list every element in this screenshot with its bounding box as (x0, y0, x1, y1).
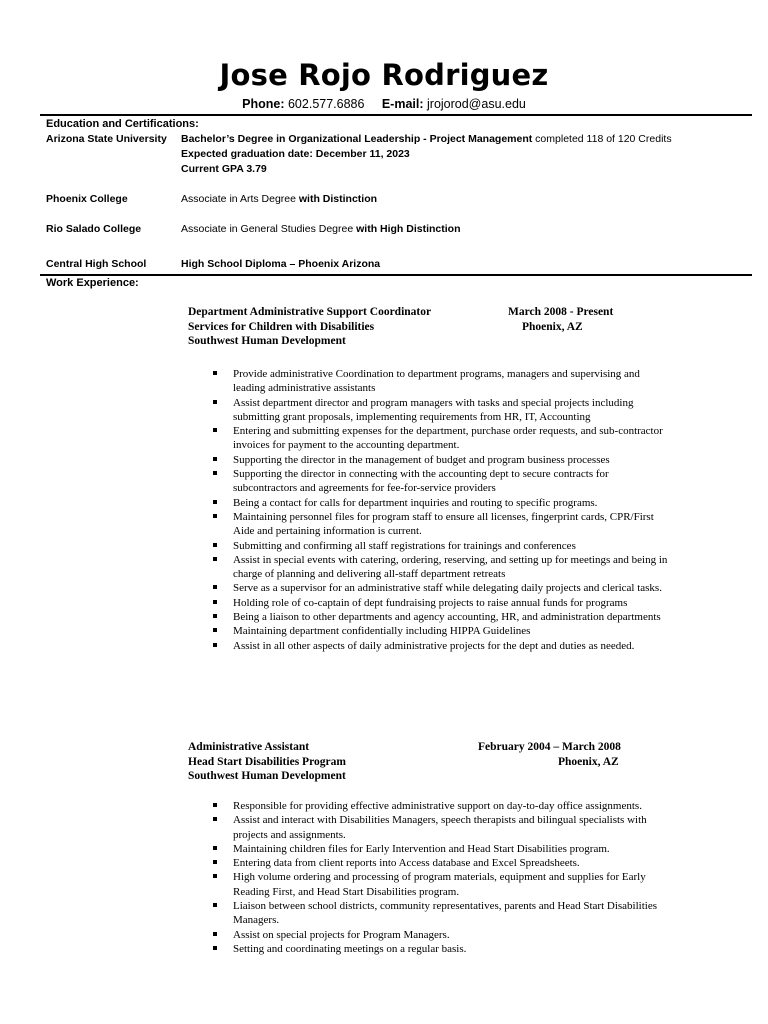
job1-location: Phoenix, AZ (522, 321, 583, 333)
job1-title: Department Administrative Support Coordinator (188, 306, 432, 318)
header-divider (40, 114, 752, 116)
job1-duties-list (213, 367, 673, 653)
duty-bullet: Assist and interact with Disabilities Managers, speech therapists and bilingual specialists with projects and assignments. (213, 813, 673, 842)
duty-bullet: Liaison between school districts, community representatives, parents and Head Start Disabilities Managers. (213, 899, 673, 928)
duty-bullet: Assist department director and program managers with tasks and special projects including submitting grant proposals, implementing requirements from HR, IT, Accounting (213, 396, 673, 425)
job2-header (188, 740, 346, 784)
duty-bullet: Assist in all other aspects of daily administrative projects for the dept and duties as needed. (213, 639, 673, 653)
phone-label: Phone: (242, 97, 285, 111)
duty-bullet: Responsible for providing effective administrative support on day-to-day office assignments. (213, 799, 673, 813)
duty-bullet: Supporting the director in connecting with the accounting dept to secure contracts for subcontractors and agreements for fee-for-service providers (213, 467, 673, 496)
job1-department: Services for Children with Disabilities (188, 320, 375, 333)
asu-credits: completed 118 of 120 Credits (532, 133, 672, 145)
job1-dates: March 2008 - Present (508, 306, 614, 318)
job2-dates: February 2004 – March 2008 (478, 741, 621, 753)
duty-bullet: Assist in special events with catering, ordering, reserving, and setting up for meetings and being in charge of planning and delivering all-staff department retreats (213, 553, 673, 582)
duty-bullet: Provide administrative Coordination to department programs, managers and supervising and leading administrative assistants (213, 367, 673, 396)
email-address: jrojorod@asu.edu (427, 97, 526, 111)
phoenix-honor: with Distinction (298, 193, 378, 205)
duty-bullet: Setting and coordinating meetings on a regular basis. (213, 942, 673, 956)
email-label: E-mail: (381, 97, 424, 111)
education-divider (40, 274, 752, 276)
duty-bullet: Submitting and confirming all staff registrations for trainings and conferences (213, 539, 673, 553)
job2-department: Head Start Disabilities Program (188, 755, 346, 768)
duty-bullet: Assist on special projects for Program Managers. (213, 928, 673, 942)
job2-location: Phoenix, AZ (558, 756, 619, 768)
contact-line (0, 97, 768, 111)
rio-honor: with High Distinction (356, 223, 461, 235)
phone-number: 602.577.6886 (287, 97, 365, 111)
duty-bullet: Maintaining personnel files for program staff to ensure all licenses, fingerprint cards, CPR/First Aide and pertaining information is current. (213, 510, 673, 539)
rio-degree (181, 222, 461, 237)
duty-bullet: Maintaining department confidentially including HIPPA Guidelines (213, 624, 673, 638)
school-central-high: Central High School (46, 258, 147, 270)
duty-bullet: Entering data from client reports into Access database and Excel Spreadsheets. (213, 856, 673, 870)
work-heading: Work Experience: (46, 277, 139, 289)
job2-title: Administrative Assistant (188, 741, 310, 753)
job2-organization: Southwest Human Development (188, 770, 346, 782)
phoenix-degree (181, 192, 377, 207)
job1-header (188, 305, 431, 349)
duty-bullet: Being a liaison to other departments and agency accounting, HR, and administration departments (213, 610, 673, 624)
job1-organization: Southwest Human Development (188, 335, 346, 347)
school-phoenix-college: Phoenix College (46, 193, 128, 205)
phoenix-degree-text: Associate in Arts Degree (181, 193, 299, 205)
duty-bullet: High volume ordering and processing of program materials, equipment and supplies for Early Reading First, and Head Start Disabilities program. (213, 870, 673, 899)
education-heading: Education and Certifications: (46, 118, 199, 130)
asu-graduation-date: Expected graduation date: December 11, 2023 (181, 148, 410, 160)
central-diploma: High School Diploma – Phoenix Arizona (181, 258, 381, 270)
school-rio-salado: Rio Salado College (46, 223, 142, 235)
school-asu: Arizona State University (46, 133, 167, 145)
asu-details (181, 132, 741, 177)
duty-bullet: Supporting the director in the management of budget and program business processes (213, 453, 673, 467)
duty-bullet: Holding role of co-captain of dept fundraising projects to raise annual funds for programs (213, 596, 673, 610)
duty-bullet: Serve as a supervisor for an administrative staff while delegating daily projects and clerical tasks. (213, 581, 673, 595)
job2-duties-list (213, 799, 673, 956)
duty-bullet: Being a contact for calls for department inquiries and routing to specific programs. (213, 496, 673, 510)
rio-degree-text: Associate in General Studies Degree (181, 223, 357, 235)
asu-degree: Bachelor’s Degree in Organizational Leadership - Project Management (181, 133, 533, 145)
asu-gpa: Current GPA 3.79 (181, 163, 267, 175)
duty-bullet: Entering and submitting expenses for the department, purchase order requests, and sub-contractor invoices for payment to the accounting department. (213, 424, 673, 453)
duty-bullet: Maintaining children files for Early Intervention and Head Start Disabilities program. (213, 842, 673, 856)
candidate-name: Jose Rojo Rodriguez (219, 58, 549, 92)
